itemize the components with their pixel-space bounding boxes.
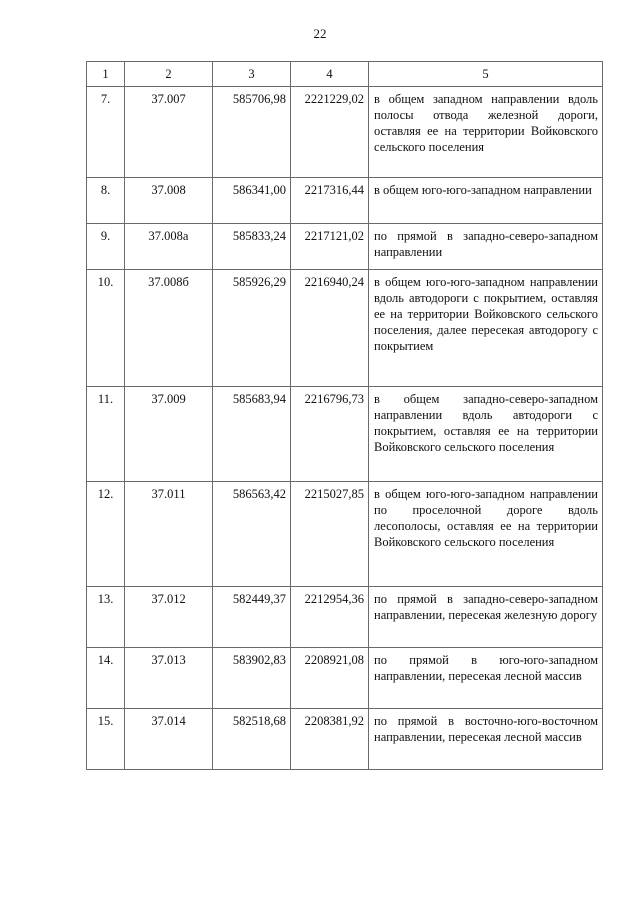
y-coordinate-cell: 2217316,44 xyxy=(291,178,369,224)
point-id-cell: 37.012 xyxy=(125,587,213,648)
point-id-cell: 37.013 xyxy=(125,648,213,709)
y-coordinate-cell: 2216796,73 xyxy=(291,387,369,482)
x-coordinate-cell: 586563,42 xyxy=(213,482,291,587)
point-id-cell: 37.008 xyxy=(125,178,213,224)
direction-description-cell: в общем юго-юго-западном направлении xyxy=(369,178,603,224)
header-cell: 2 xyxy=(125,62,213,87)
table-row xyxy=(87,270,603,387)
page-number: 22 xyxy=(313,26,327,41)
x-coordinate-cell: 582449,37 xyxy=(213,587,291,648)
x-coordinate-cell: 585833,24 xyxy=(213,224,291,270)
direction-description-cell: в общем юго-юго-западном направлении вдоль автодороги с покрытием, оставляя ее на территории Войковского сельского поселения, далее пересекая автодорогу с покрытием xyxy=(369,270,603,387)
y-coordinate-cell: 2208381,92 xyxy=(291,709,369,770)
table-header-row xyxy=(87,62,603,87)
direction-description-cell: в общем западном направлении вдоль полосы отвода железной дороги, оставляя ее на территории Войковского сельского поселения xyxy=(369,87,603,178)
direction-description-cell: по прямой в восточно-юго-восточном направлении, пересекая лесной массив xyxy=(369,709,603,770)
direction-description-cell: в общем западно-северо-западном направлении вдоль автодороги с покрытием, оставляя ее на территории Войковского сельского поселения xyxy=(369,387,603,482)
y-coordinate-cell: 2216940,24 xyxy=(291,270,369,387)
point-id-cell: 37.011 xyxy=(125,482,213,587)
table-row xyxy=(87,648,603,709)
row-number-cell: 14. xyxy=(87,648,125,709)
direction-description-cell: по прямой в западно-северо-западном направлении, пересекая железную дорогу xyxy=(369,587,603,648)
direction-description-cell: по прямой в западно-северо-западном направлении xyxy=(369,224,603,270)
table-row xyxy=(87,178,603,224)
x-coordinate-cell: 585926,29 xyxy=(213,270,291,387)
header-cell: 4 xyxy=(291,62,369,87)
x-coordinate-cell: 582518,68 xyxy=(213,709,291,770)
row-number-cell: 12. xyxy=(87,482,125,587)
x-coordinate-cell: 586341,00 xyxy=(213,178,291,224)
header-cell: 1 xyxy=(87,62,125,87)
row-number-cell: 15. xyxy=(87,709,125,770)
row-number-cell: 11. xyxy=(87,387,125,482)
table-row xyxy=(87,709,603,770)
point-id-cell: 37.007 xyxy=(125,87,213,178)
header-cell: 5 xyxy=(369,62,603,87)
y-coordinate-cell: 2208921,08 xyxy=(291,648,369,709)
y-coordinate-cell: 2215027,85 xyxy=(291,482,369,587)
x-coordinate-cell: 585706,98 xyxy=(213,87,291,178)
x-coordinate-cell: 585683,94 xyxy=(213,387,291,482)
table-row xyxy=(87,387,603,482)
row-number-cell: 10. xyxy=(87,270,125,387)
row-number-cell: 9. xyxy=(87,224,125,270)
header-cell: 3 xyxy=(213,62,291,87)
y-coordinate-cell: 2212954,36 xyxy=(291,587,369,648)
row-number-cell: 13. xyxy=(87,587,125,648)
table-row xyxy=(87,87,603,178)
table-row xyxy=(87,224,603,270)
x-coordinate-cell: 583902,83 xyxy=(213,648,291,709)
row-number-cell: 7. xyxy=(87,87,125,178)
point-id-cell: 37.014 xyxy=(125,709,213,770)
y-coordinate-cell: 2217121,02 xyxy=(291,224,369,270)
point-id-cell: 37.008а xyxy=(125,224,213,270)
direction-description-cell: в общем юго-юго-западном направлении по проселочной дороге вдоль лесополосы, оставляя ее на территории Войковского сельского поселения xyxy=(369,482,603,587)
table-row xyxy=(87,587,603,648)
row-number-cell: 8. xyxy=(87,178,125,224)
point-id-cell: 37.009 xyxy=(125,387,213,482)
direction-description-cell: по прямой в юго-юго-западном направлении, пересекая лесной массив xyxy=(369,648,603,709)
table-row xyxy=(87,482,603,587)
y-coordinate-cell: 2221229,02 xyxy=(291,87,369,178)
point-id-cell: 37.008б xyxy=(125,270,213,387)
boundary-table xyxy=(86,61,603,770)
